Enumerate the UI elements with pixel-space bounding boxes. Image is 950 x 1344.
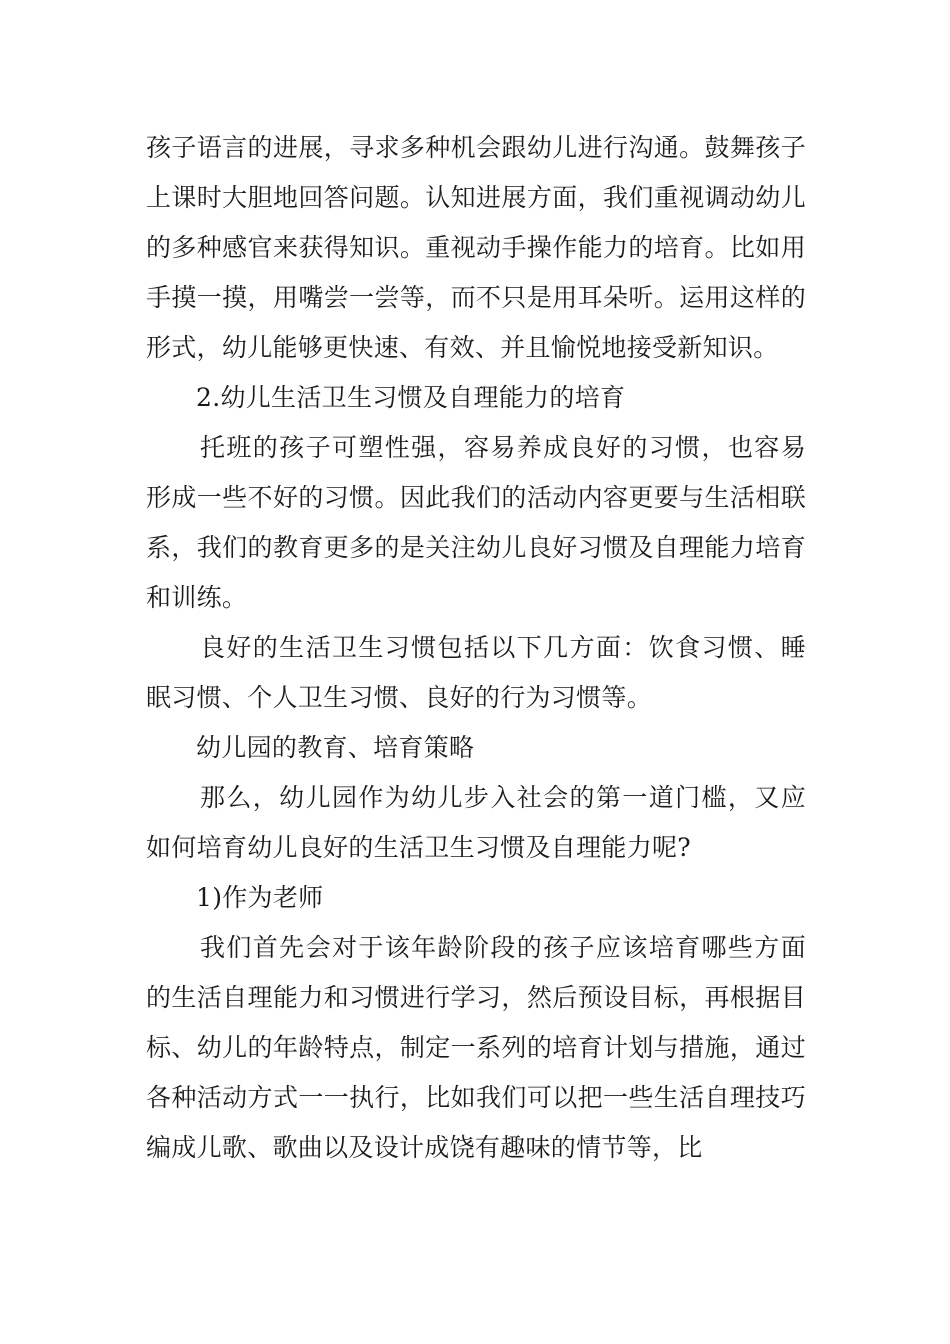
section-heading-strategy: 幼儿园的教育、培育策略 [196,733,475,762]
document-body [146,123,806,1173]
section-heading-teacher: 1)作为老师 [196,883,324,912]
paragraph-teacher-plan: 我们首先会对于该年龄阶段的孩子应该培育哪些方面的生活自理能力和习惯进行学习，然后预设目标，再根据目标、幼儿的年龄特点，制定一系列的培育计划与措施，通过各种活动方式一一执行，比如我们可以把一些生活自理技巧编成儿歌、歌曲以及设计成饶有趣味的情节等，比 [146,933,806,1162]
paragraph-good-habits-list: 良好的生活卫生习惯包括以下几方面：饮食习惯、睡眠习惯、个人卫生习惯、良好的行为习惯等。 [146,633,806,712]
paragraph-kindergarten-question: 那么，幼儿园作为幼儿步入社会的第一道门槛，又应如何培育幼儿良好的生活卫生习惯及自理能力呢? [146,783,806,862]
paragraph-continuation: 孩子语言的进展，寻求多种机会跟幼儿进行沟通。鼓舞孩子上课时大胆地回答问题。认知进展方面，我们重视调动幼儿的多种感官来获得知识。重视动手操作能力的培育。比如用手摸一摸，用嘴尝一尝等，而不只是用耳朵听。运用这样的形式，幼儿能够更快速、有效、并且愉悦地接受新知识。 [146,133,806,362]
section-heading-habits: 2.幼儿生活卫生习惯及自理能力的培育 [196,383,626,412]
paragraph-toddler-habits: 托班的孩子可塑性强，容易养成良好的习惯，也容易形成一些不好的习惯。因此我们的活动内容更要与生活相联系，我们的教育更多的是关注幼儿良好习惯及自理能力培育和训练。 [146,433,806,612]
